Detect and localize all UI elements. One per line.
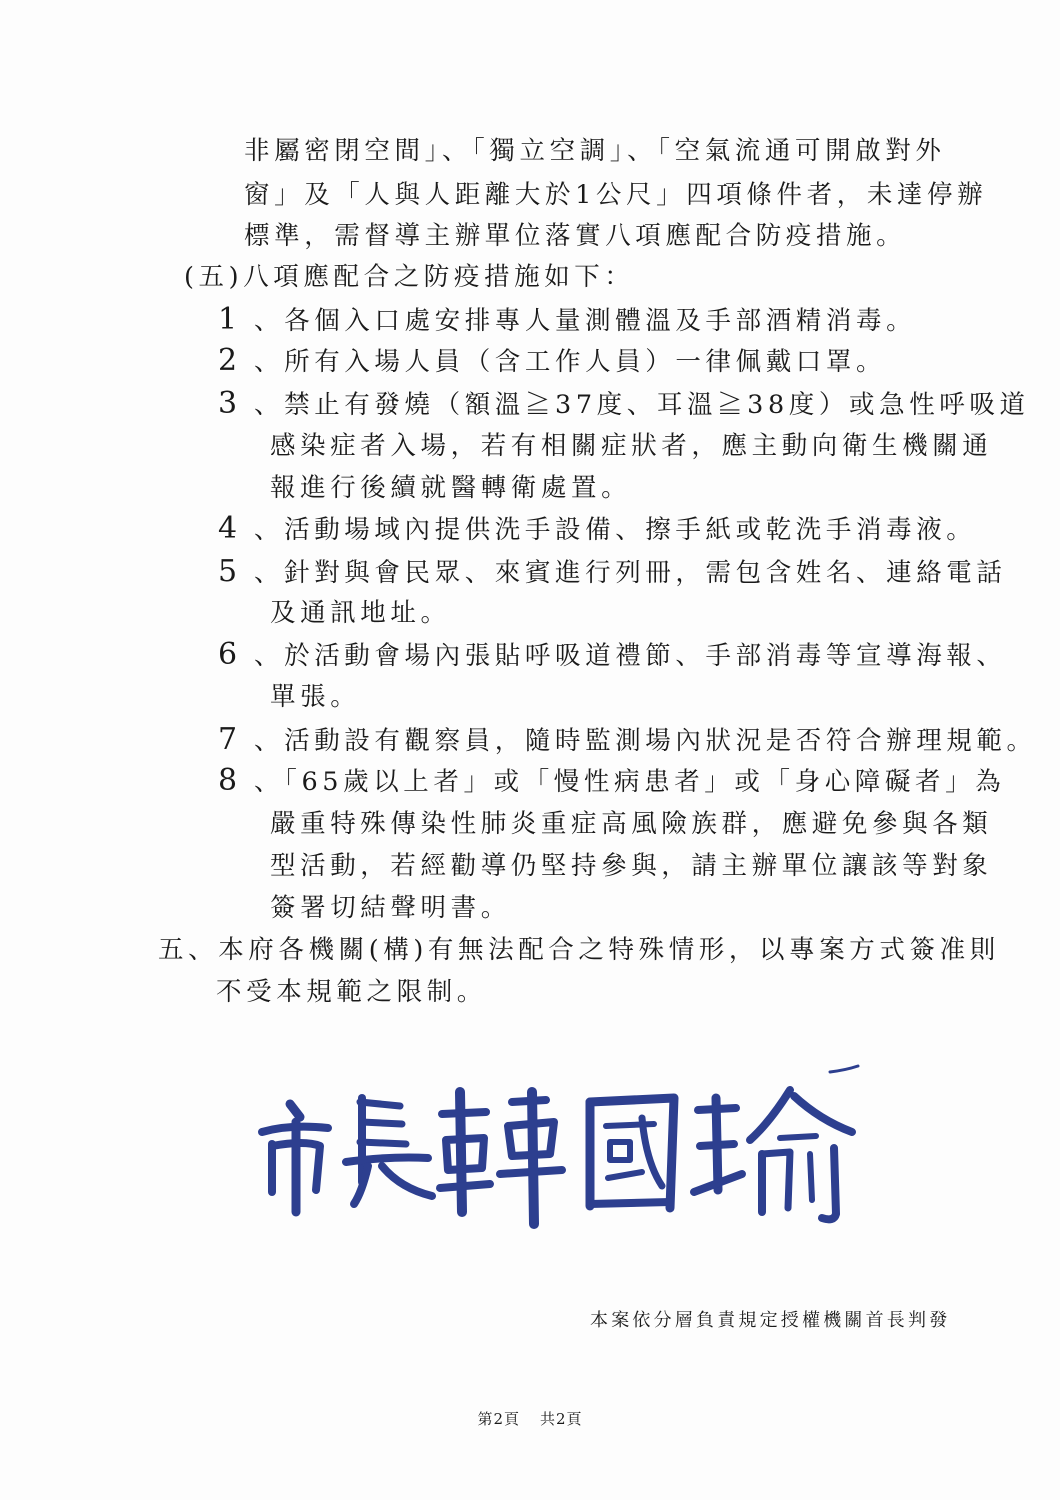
item-text-continued: 感染症者入場，若有相關症狀者，應主動向衛生機關通: [270, 431, 993, 461]
list-item: [218, 637, 1007, 672]
mayor-signature: [250, 1062, 870, 1232]
section-five: 五、本府各機關(構)有無法配合之特殊情形，以專案方式簽准則: [158, 935, 1000, 965]
list-item: [218, 722, 1037, 757]
item-number: 5: [218, 554, 238, 589]
list-item: [218, 554, 1007, 589]
item-text: 、活動設有觀察員，隨時監測場內狀況是否符合辦理規範。: [254, 726, 1037, 756]
body-line: 標準，需督導主辦單位落實八項應配合防疫措施。: [244, 221, 907, 251]
item-number: 1: [218, 302, 238, 337]
item-text-continued: 及通訊地址。: [270, 598, 451, 628]
item-text-continued: 嚴重特殊傳染性肺炎重症高風險族群，應避免參與各類: [270, 809, 993, 839]
subsection-heading: (五)八項應配合之防疫措施如下：: [184, 262, 635, 292]
item-text-continued: 型活動，若經勸導仍堅持參與，請主辦單位讓該等對象: [270, 851, 993, 881]
item-text: 、禁止有發燒（額溫≧37度、耳溫≧38度）或急性呼吸道: [254, 390, 1030, 420]
item-number: 2: [218, 343, 238, 378]
page-total: 共2頁: [540, 1410, 583, 1428]
page-number: [0, 1408, 1060, 1429]
item-number: 3: [218, 386, 238, 421]
body-line: 非屬密閉空間」、「獨立空調」、「空氣流通可開啟對外: [244, 136, 946, 166]
item-number: 8: [218, 763, 238, 798]
item-number: 6: [218, 637, 238, 672]
body-line: 窗」及「人與人距離大於1公尺」四項條件者，未達停辦: [244, 180, 988, 210]
section-five-continued: 不受本規範之限制。: [216, 977, 487, 1007]
item-text: 、各個入口處安排專人量測體溫及手部酒精消毒。: [254, 306, 917, 336]
list-item: [218, 386, 1030, 421]
item-text: 、於活動會場內張貼呼吸道禮節、手部消毒等宣導海報、: [254, 641, 1007, 671]
item-number: 7: [218, 722, 238, 757]
page-current: 第2頁: [477, 1410, 520, 1428]
list-item: [218, 511, 977, 546]
item-text: 、所有入場人員（含工作人員）一律佩戴口罩。: [254, 347, 887, 377]
item-number: 4: [218, 511, 238, 546]
item-text-continued: 簽署切結聲明書。: [270, 893, 511, 923]
item-text-continued: 報進行後續就醫轉衛處置。: [270, 473, 632, 503]
item-text: 、針對與會民眾、來賓進行列冊，需包含姓名、連絡電話: [254, 558, 1007, 588]
authorization-note: 本案依分層負責規定授權機關首長判發: [590, 1310, 951, 1331]
list-item: [218, 763, 1006, 798]
item-text: 、活動場域內提供洗手設備、擦手紙或乾洗手消毒液。: [254, 515, 977, 545]
item-text-continued: 單張。: [270, 682, 361, 712]
item-text: 、「65歲以上者」或「慢性病患者」或「身心障礙者」為: [254, 767, 1006, 797]
list-item: [218, 343, 887, 378]
list-item: [218, 302, 917, 337]
